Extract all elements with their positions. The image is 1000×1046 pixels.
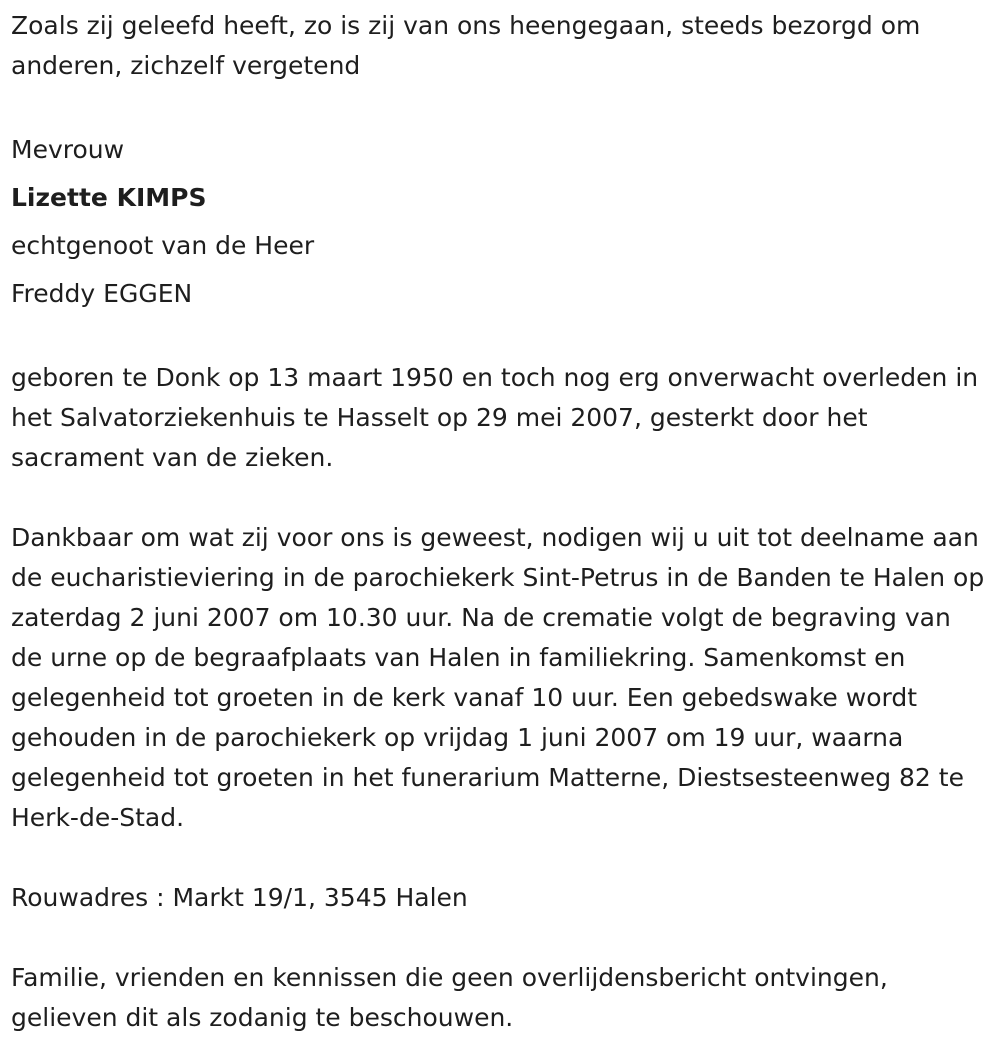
spacer: [11, 318, 988, 358]
spacer: [11, 86, 988, 126]
motto-paragraph: Zoals zij geleefd heeft, zo is zij van ons heengegaan, steeds bezorgd om anderen, zichzelf vergetend: [11, 11, 921, 80]
spacer: [11, 478, 988, 518]
deceased-name: Lizette KIMPS: [11, 183, 207, 212]
salutation: Mevrouw: [11, 135, 125, 164]
spacer: [11, 838, 988, 878]
spouse-relation: echtgenoot van de Heer: [11, 231, 315, 260]
birth-death-paragraph: geboren te Donk op 13 maart 1950 en toch nog erg onverwacht overleden in het Salvatorziekenhuis te Hasselt op 29 mei 2007, gesterkt door het sacrament van de zieken.: [11, 363, 979, 472]
closing-paragraph: Familie, vrienden en kennissen die geen overlijdensbericht ontvingen, gelieven dit als zodanig te beschouwen.: [11, 963, 888, 1032]
spouse-name: Freddy EGGEN: [11, 279, 193, 308]
spacer: [11, 918, 988, 958]
mourning-address: Rouwadres : Markt 19/1, 3545 Halen: [11, 883, 468, 912]
ceremony-paragraph: Dankbaar om wat zij voor ons is geweest, nodigen wij u uit tot deelname aan de eucharistieviering in de parochiekerk Sint-Petrus in de Banden te Halen op zaterdag 2 juni 2007 om 10.30 uur. Na de crematie volgt de begraving van de urne op de begraafplaats van Halen in familiekring. Samenkomst en gelegenheid tot groeten in de kerk vanaf 10 uur. Een gebedswake wordt gehouden in de parochiekerk op vrijdag 1 juni 2007 om 19 uur, waarna gelegenheid tot groeten in het funerarium Matterne, Diestsesteenweg 82 te Herk-de-Stad.: [11, 523, 985, 832]
